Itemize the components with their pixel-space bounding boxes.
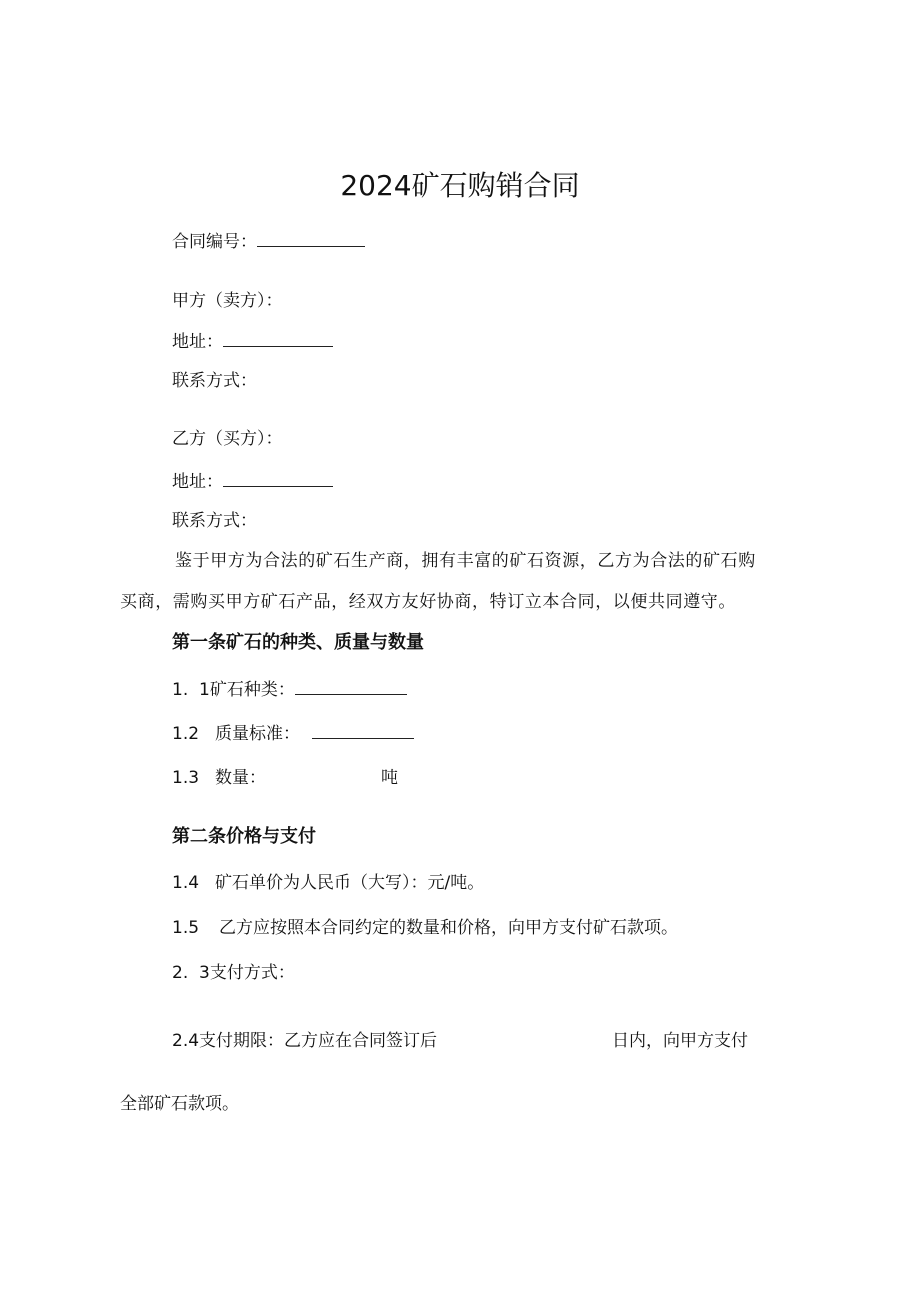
- ore-type-blank: [295, 678, 407, 695]
- clause-text: 支付方式：: [209, 963, 295, 983]
- clause-number: 1.5: [172, 918, 200, 938]
- clause-text: 乙方应按照本合同约定的数量和价格，向甲方支付矿石款项。: [219, 918, 679, 938]
- contract-number-label: 合同编号：: [172, 232, 257, 252]
- clause-text: 矿石种类：: [209, 680, 295, 700]
- clause-2-4-continued: 日内，向甲方支付: [612, 1031, 748, 1051]
- clause-number: 1. 1: [172, 680, 210, 700]
- clause-number: 1.4: [172, 873, 200, 893]
- clause-1-1: [172, 678, 407, 701]
- section-1-heading: 第一条矿石的种类、质量与数量: [172, 632, 424, 653]
- party-b-address-label: 地址：: [172, 472, 223, 492]
- clause-2-4: [172, 1030, 437, 1052]
- party-b-address-blank: [223, 470, 333, 487]
- clause-text: 数量：: [215, 768, 267, 788]
- party-a-address-blank: [223, 330, 333, 347]
- document-title: 2024矿石购销合同: [340, 169, 580, 202]
- clause-number: 1.2: [172, 724, 200, 744]
- clause-number: 2.4: [172, 1031, 200, 1051]
- clause-number: 1.3: [172, 768, 200, 788]
- party-b-label: 乙方（买方）：: [172, 429, 283, 449]
- party-b-address-line: [172, 470, 333, 493]
- clause-text: 支付期限：乙方应在合同签订后: [199, 1031, 438, 1051]
- unit-ton: 吨: [381, 768, 399, 788]
- contract-number-line: [172, 230, 365, 253]
- party-a-contact-label: 联系方式：: [172, 371, 257, 391]
- clause-1-5: [172, 917, 678, 939]
- quality-blank: [312, 722, 414, 739]
- clause-1-4: [172, 872, 484, 894]
- clause-2-4-end: 全部矿石款项。: [120, 1094, 239, 1114]
- party-a-address-label: 地址：: [172, 332, 223, 352]
- party-a-label: 甲方（卖方）：: [172, 291, 283, 311]
- clause-text: 矿石单价为人民币（大写）：元/吨。: [215, 873, 485, 893]
- party-a-address-line: [172, 330, 333, 353]
- clause-number: 2. 3: [172, 963, 210, 983]
- party-b-contact-label: 联系方式：: [172, 511, 257, 531]
- section-2-heading: 第二条价格与支付: [172, 826, 316, 847]
- clause-2-3: [172, 962, 295, 984]
- preamble-line-2: 买商，需购买甲方矿石产品，经双方友好协商，特订立本合同，以便共同遵守。: [120, 592, 736, 612]
- contract-number-blank: [257, 230, 365, 247]
- clause-1-3: [172, 767, 398, 789]
- clause-1-2: [172, 722, 414, 745]
- preamble-line-1: 鉴于甲方为合法的矿石生产商，拥有丰富的矿石资源，乙方为合法的矿石购: [175, 551, 756, 571]
- clause-text: 质量标准：: [215, 724, 301, 744]
